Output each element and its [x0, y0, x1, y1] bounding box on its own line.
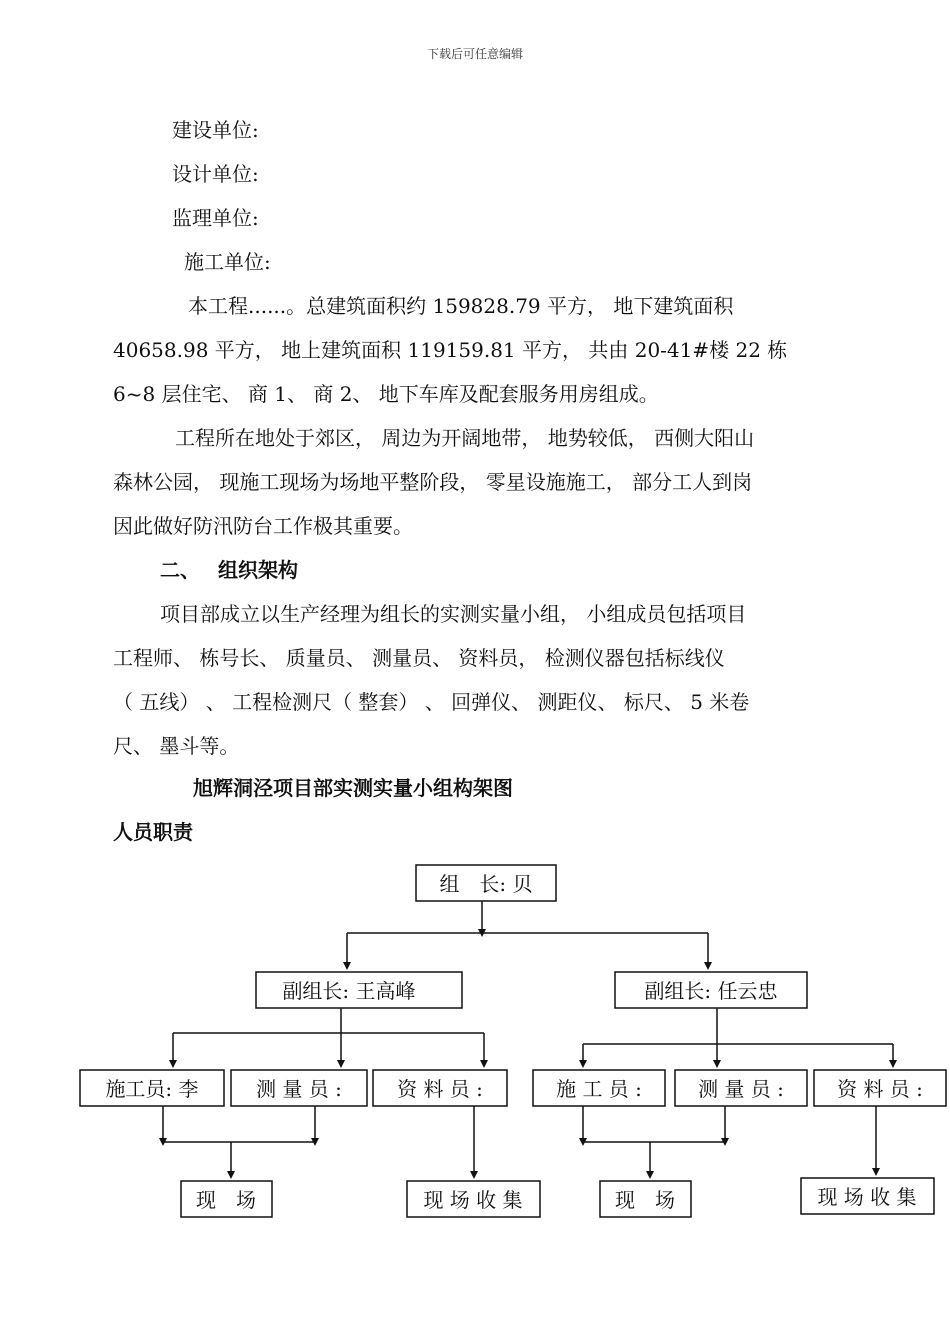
duties-heading: 人员职责: [113, 820, 193, 844]
org-text-line-4: 尺、 墨斗等。: [113, 734, 240, 758]
left-site-label: 现 场: [196, 1188, 256, 1212]
org-text-line-1: 项目部成立以生产经理为组长的实测实量小组， 小组成员包括项目: [160, 602, 747, 626]
location-line-1: 工程所在地处于郊区， 周边为开阔地带， 地势较低， 西侧大阳山: [175, 426, 755, 450]
right-member-label-3: 资 料 员 :: [837, 1077, 923, 1101]
leader-label: 组 长: 贝: [439, 872, 533, 896]
right-member-label-1: 施 工 员 :: [556, 1077, 642, 1101]
page-header: 下载后可任意编辑: [426, 47, 523, 61]
deputy-right-label: 副组长: 任云忠: [644, 979, 778, 1003]
overview-line-3: 6~8 层住宅、 商 1、 商 2、 地下车库及配套服务用房组成。: [113, 382, 659, 406]
left-member-label-1: 施工员: 李: [105, 1077, 199, 1101]
section-number: 二、: [160, 558, 200, 582]
left-member-label-2: 测 量 员 :: [256, 1077, 342, 1101]
org-text-line-2: 工程师、 栋号长、 质量员、 测量员、 资料员， 检测仪器包括标线仪: [113, 646, 725, 670]
construction-unit-label: 建设单位:: [172, 118, 259, 142]
supervision-unit-label: 监理单位:: [172, 206, 259, 230]
design-unit-label: 设计单位:: [172, 162, 259, 186]
builder-unit-label: 施工单位:: [184, 250, 271, 274]
deputy-left-label: 副组长: 王高峰: [282, 979, 416, 1003]
location-line-2: 森林公园， 现施工现场为场地平整阶段， 零星设施施工， 部分工人到岗: [113, 470, 753, 494]
location-line-3: 因此做好防汛防台工作极其重要。: [113, 514, 413, 538]
right-collect-label: 现 场 收 集: [817, 1185, 917, 1209]
right-site-label: 现 场: [615, 1188, 675, 1212]
left-collect-label: 现 场 收 集: [423, 1188, 523, 1212]
chart-title: 旭辉洞泾项目部实测实量小组构架图: [193, 776, 513, 800]
overview-line-2: 40658.98 平方， 地上建筑面积 119159.81 平方， 共由 20-41#楼 22 栋: [113, 338, 788, 362]
right-member-label-2: 测 量 员 :: [698, 1077, 784, 1101]
section-title: 组织架构: [218, 558, 298, 582]
org-text-line-3: （ 五线） 、 工程检测尺（ 整套） 、 回弹仪、 测距仪、 标尺、 5 米卷: [113, 690, 750, 714]
overview-line-1: 本工程......。总建筑面积约 159828.79 平方， 地下建筑面积: [188, 294, 734, 318]
left-member-label-3: 资 料 员 :: [397, 1077, 483, 1101]
